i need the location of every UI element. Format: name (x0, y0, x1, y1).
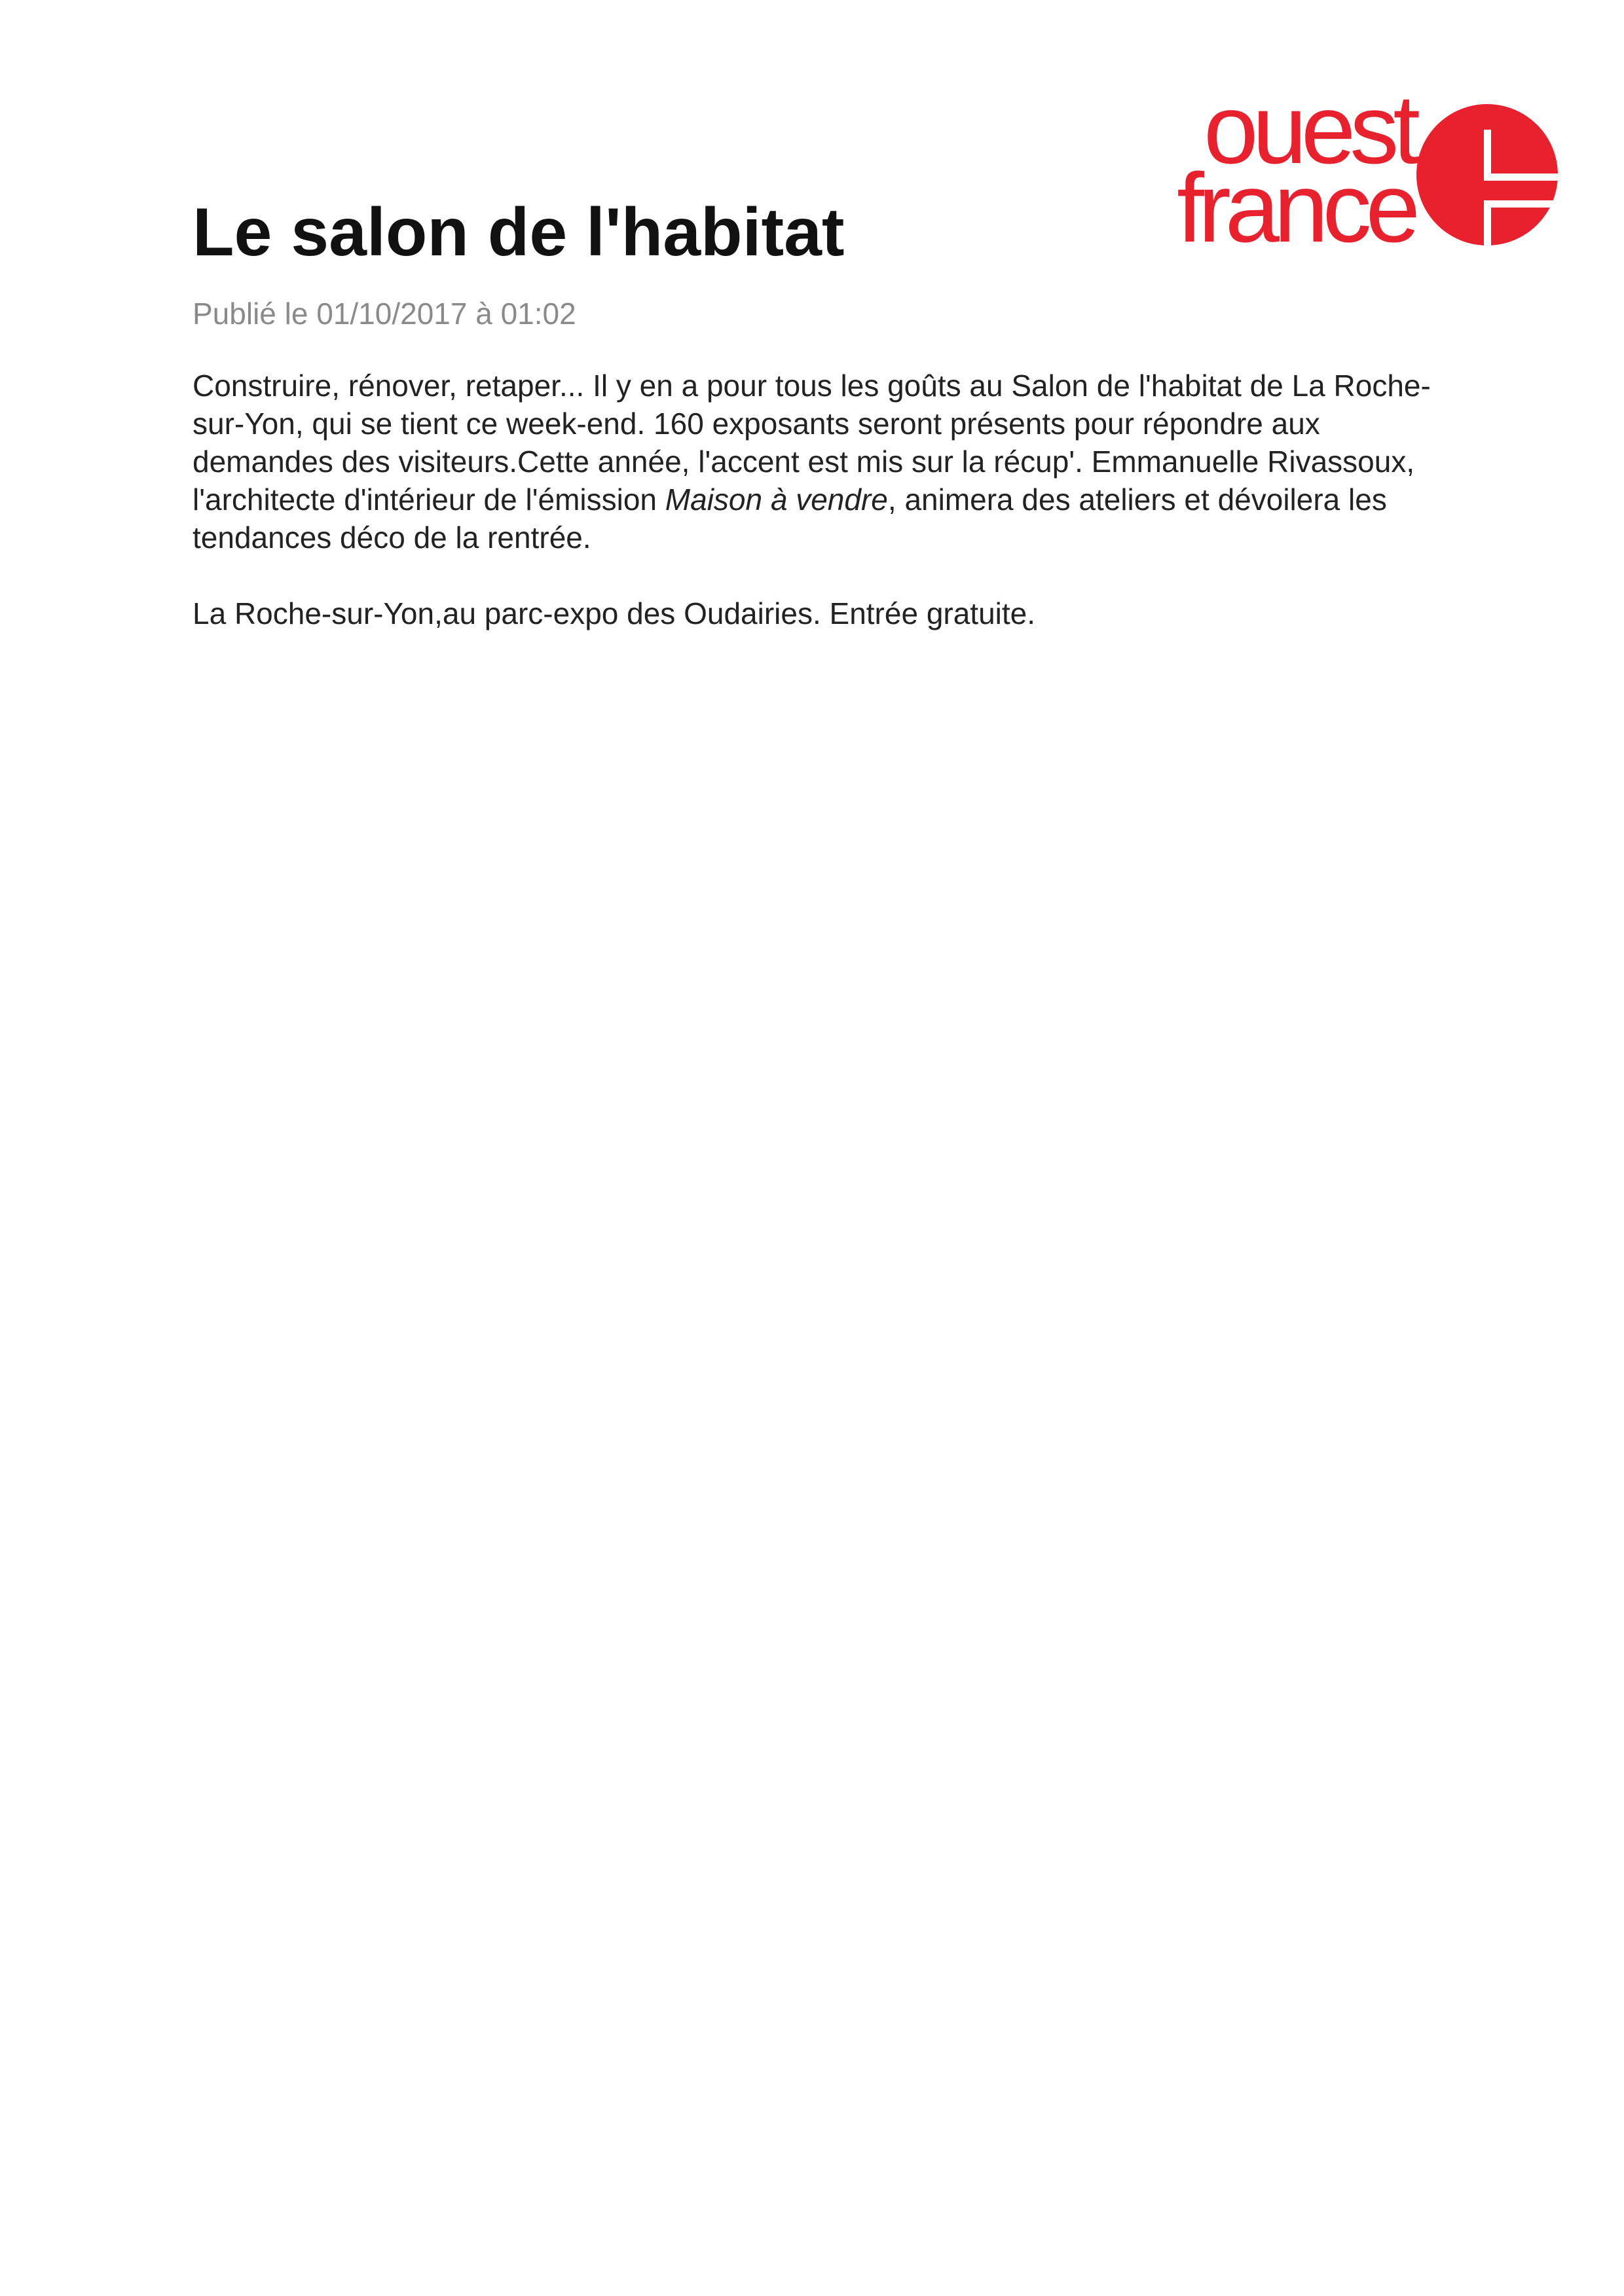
logo-word-ouest: ouest (1204, 74, 1414, 184)
article-paragraph (193, 367, 1450, 556)
ouest-france-logo (1074, 74, 1559, 263)
article-title: Le salon de l'habitat (193, 194, 845, 270)
ouest-france-circle-icon (1416, 103, 1559, 246)
logo-wordmark (1074, 74, 1414, 263)
paragraph-text: Construire, rénover, retaper... Il y en a pour tous les goûts au Salon de l'habitat de La Roche-sur-Yon, qui se tient ce week-end. 160 exposants seront présents pour répondre aux demandes des visiteurs.Cette année, l'accent est mis sur la récup'. Emmanuelle Rivassoux, l'architecte d'intérieur de l'émission (193, 369, 1431, 517)
show-title: Maison à vendre (665, 483, 888, 517)
logo-word-france: france (1177, 153, 1414, 263)
publication-date: Publié le 01/10/2017 à 01:02 (193, 297, 576, 331)
article-paragraph-location: La Roche-sur-Yon,au parc-expo des Oudairies. Entrée gratuite. (193, 596, 1036, 630)
paragraph-text-end: , animera des ateliers et dévoilera les tendances déco de la rentrée. (193, 483, 1387, 555)
article-body (193, 367, 1450, 670)
